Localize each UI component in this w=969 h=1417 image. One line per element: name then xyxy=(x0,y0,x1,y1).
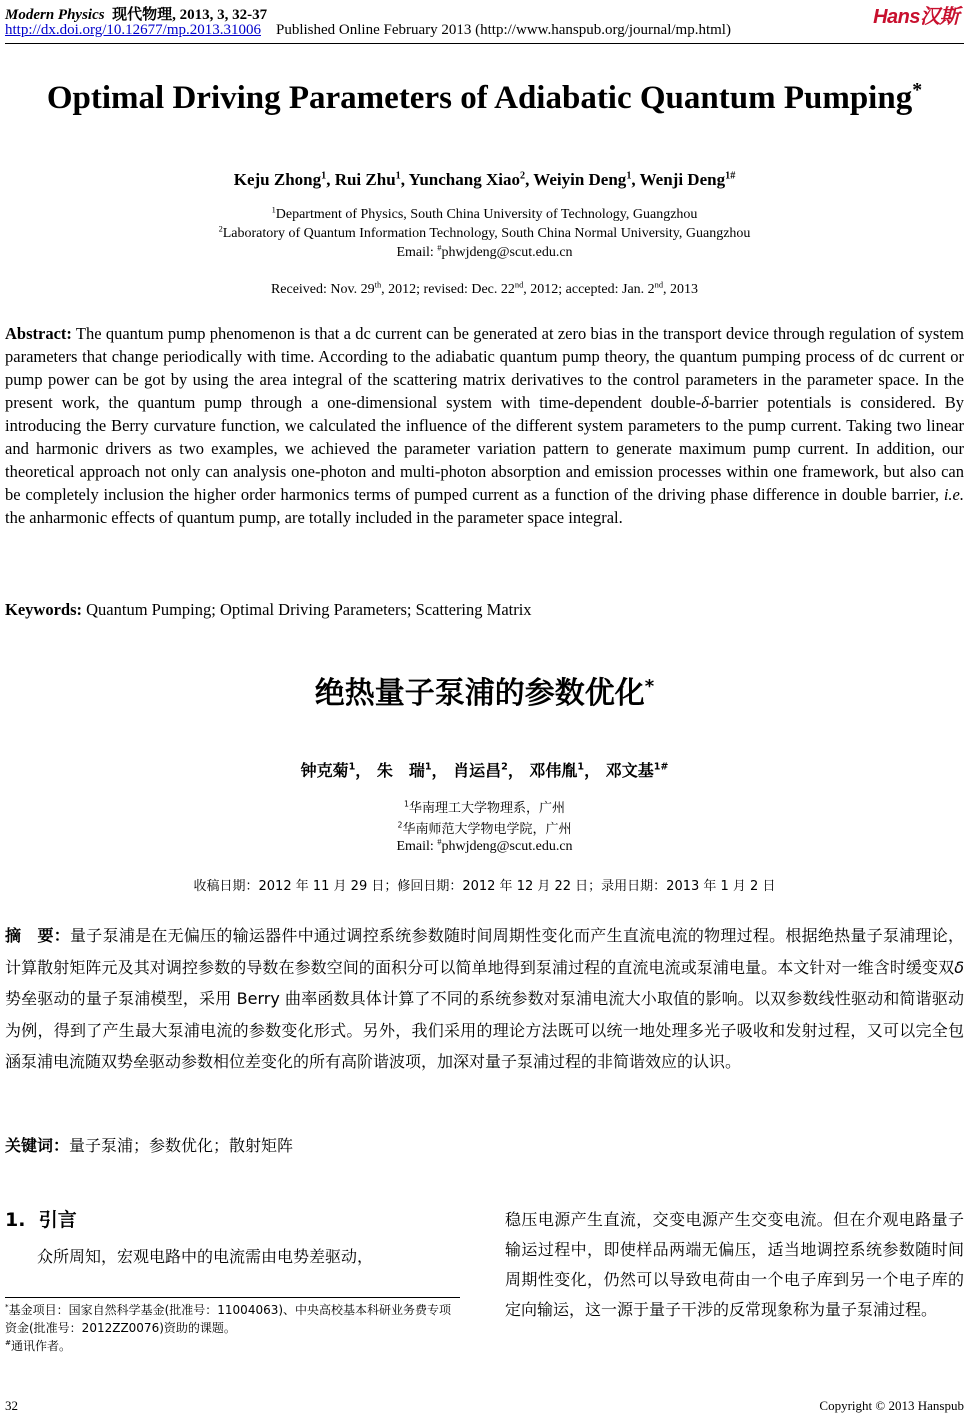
paper-title-cn-text: 绝热量子泵浦的参数优化 xyxy=(314,676,645,711)
affiliation-text: 华南理工大学物理系，广州 xyxy=(408,801,565,816)
doi-link[interactable]: http://dx.doi.org/10.12677/mp.2013.31006 xyxy=(5,22,261,38)
email-sup: # xyxy=(437,243,442,253)
affiliation-en-1 xyxy=(0,207,969,223)
abstract-en xyxy=(5,322,964,529)
author-en: Yunchang Xiao xyxy=(408,170,520,189)
delta-symbol: δ xyxy=(954,957,964,977)
email-address[interactable]: phwjdeng@scut.edu.cn xyxy=(441,245,573,260)
author-list-en: Keju Zhong$^1$, Rui Zhu$^1$, Yunchang Xiao$^2$, Weiyin Deng$^1$, Wenji Deng$^{1\#}$ xyxy=(233,170,736,189)
footnote-text: 基金项目：国家自然科学基金(批准号：11004063)、中央高校基本科研业务费专项资金(批准号：2012ZZ0076)资助的课题。 xyxy=(5,1303,452,1335)
abstract-text: the anharmonic effects of quantum pump, are totally included in the parameter space integral. xyxy=(5,508,623,527)
keywords-en xyxy=(5,598,964,621)
ordinal-sup: nd xyxy=(514,280,524,290)
footnote-mark: * xyxy=(5,1302,9,1311)
author-list-cn: 钟克菊$^1$， 朱 瑞$^1$， 肖运昌$^2$， 邓伟胤$^1$， 邓文基$^{1\#}$ xyxy=(300,761,669,780)
publication-line xyxy=(5,22,731,39)
paper-title-en xyxy=(0,80,969,117)
affiliation-sup: 2 xyxy=(218,224,223,234)
keywords-cn xyxy=(5,1130,964,1162)
footnote-corresponding xyxy=(5,1337,460,1355)
email-en xyxy=(0,245,969,261)
footnote-funding xyxy=(5,1301,460,1337)
abstract-label: Abstract: xyxy=(5,324,72,343)
copyright: Copyright © 2013 Hanspub xyxy=(819,1398,964,1413)
footnote-rule xyxy=(5,1297,460,1298)
author-sup: 1# xyxy=(653,761,669,773)
author-sup: 1 xyxy=(626,170,632,182)
author-en: Keju Zhong xyxy=(233,170,322,189)
author-cn: 朱 瑞 xyxy=(376,761,425,780)
email-cn xyxy=(0,839,969,855)
abstract-text: -barrier potentials is considered. By introducing the Berry curvature function, we calculated the influence of the different system parameters to the pump current. Taking two linear and harmonic drivers as two examples, we achieved the parameter variation pattern to generate maximum pump current. In addition, our theoretical approach not only can analysis one-photon and multi-photon absorption and emission processes within one framework, but also can be completely inclusion the higher order harmonics terms of pumped current as a function of the driving phase difference in double barrier, xyxy=(5,393,964,504)
section-title: 引言 xyxy=(38,1209,77,1231)
affiliation-text: 华南师范大学物电学院，广州 xyxy=(402,822,572,837)
author-cn: 肖运昌 xyxy=(453,761,502,780)
received-text: Received: Nov. 29 xyxy=(270,282,375,297)
section-number: 1. xyxy=(5,1209,26,1231)
title-footnote-mark: * xyxy=(644,676,655,697)
email-address[interactable]: phwjdeng@scut.edu.cn xyxy=(441,839,573,854)
affiliation-text: Department of Physics, South China University of Technology, Guangzhou xyxy=(275,207,698,222)
abstract-text: 势垒驱动的量子泵浦模型，采用 Berry 曲率函数具体计算了不同的系统参数对泵浦电流大小取值的影响。以双参数线性驱动和简谐驱动为例，得到了产生最大泵浦电流的参数变化形式。另外，我们采用的理论方法既可以统一地处理多光子吸收和发射过程，又可以完全包涵泵浦电流随双势垒驱动参数相位差变化的所有高阶谐波项，加深对量子泵浦过程的非简谐效应的认识。 xyxy=(5,989,964,1071)
affiliation-sup: 2 xyxy=(397,820,403,830)
affiliation-cn-1 xyxy=(0,797,969,816)
intro-left-column: 众所周知，宏观电路中的电流需由电势差驱动， xyxy=(37,1247,374,1266)
published-online: Published Online February 2013 (http://www.hanspub.org/journal/mp.html) xyxy=(275,22,731,38)
title-footnote-mark: * xyxy=(912,79,923,101)
author-cn: 邓伟胤 xyxy=(529,761,578,780)
journal-name: Modern Physics xyxy=(5,7,105,23)
author-sup: 1# xyxy=(725,170,736,182)
author-sup: 1 xyxy=(577,761,585,773)
email-label: Email: xyxy=(396,839,434,854)
header-rule xyxy=(5,43,964,44)
ie-abbrev: i.e. xyxy=(943,485,964,504)
author-cn: 钟克菊 xyxy=(300,761,349,780)
section-heading xyxy=(5,1205,77,1232)
author-en: Wenji Deng xyxy=(639,170,726,189)
accepted-text: , 2012; accepted: Jan. 2 xyxy=(523,282,655,297)
abstract-label: 摘 要： xyxy=(5,926,71,945)
page-number: 32 xyxy=(5,1398,18,1413)
journal-citation: 现代物理, 2013, 3, 32-37 xyxy=(112,7,268,23)
footnote-mark: # xyxy=(5,1338,12,1347)
received-dates-en xyxy=(0,282,969,298)
affiliation-en-2 xyxy=(0,226,969,242)
keywords-text: 量子泵浦；参数优化；散射矩阵 xyxy=(69,1136,294,1155)
author-cn: 邓文基 xyxy=(605,761,654,780)
paper-title-cn xyxy=(0,668,969,712)
hans-logo: Hans汉斯 xyxy=(873,6,959,28)
author-en: Rui Zhu xyxy=(334,170,396,189)
ordinal-sup: th xyxy=(374,280,382,290)
author-sup: 2 xyxy=(501,761,508,773)
journal-header xyxy=(5,3,267,24)
intro-right-column: 稳压电源产生直流，交变电源产生交变电流。但在介观电路量子输运过程中，即使样品两端无偏压，适当地调控系统参数随时间周期性变化，仍然可以导致电荷由一个电子库到另一个电子库的定向输运，这一源于量子干涉的反常现象称为量子泵浦过程。 xyxy=(505,1210,964,1319)
affiliation-cn-2 xyxy=(0,818,969,837)
keywords-text: Quantum Pumping; Optimal Driving Parameters; Scattering Matrix xyxy=(86,600,532,619)
year-text: , 2013 xyxy=(663,282,699,297)
ordinal-sup: nd xyxy=(654,280,664,290)
author-sup: 1 xyxy=(321,170,327,182)
abstract-text: 量子泵浦是在无偏压的输运器件中通过调控系统参数随时间周期性变化而产生直流电流的物理过程。根据绝热量子泵浦理论，计算散射矩阵元及其对调控参数的导数在参数空间的面积分可以简单地得到泵浦过程的直流电流或泵浦电量。本文针对一维含时缓变双 xyxy=(5,926,964,977)
footnote-text: 通讯作者。 xyxy=(11,1339,72,1353)
paper-title-en-text: Optimal Driving Parameters of Adiabatic Quantum Pumping xyxy=(46,80,913,116)
keywords-label: 关键词： xyxy=(5,1136,70,1155)
abstract-cn xyxy=(5,920,964,1078)
author-sup: 2 xyxy=(519,170,526,182)
received-dates-cn: 收稿日期：2012 年 11 月 29 日；修回日期：2012 年 12 月 22 日；录用日期：2013 年 1 月 2 日 xyxy=(193,879,776,894)
keywords-label: Keywords: xyxy=(5,600,82,619)
email-sup: # xyxy=(437,837,442,847)
footnotes xyxy=(5,1301,460,1355)
affiliation-sup: 1 xyxy=(271,205,276,215)
author-sup: 1 xyxy=(395,170,401,182)
author-sup: 1 xyxy=(424,761,432,773)
affiliation-text: Laboratory of Quantum Information Technology, South China Normal University, Guangzhou xyxy=(222,226,751,241)
delta-symbol: δ xyxy=(701,393,709,412)
email-label: Email: xyxy=(396,245,434,260)
author-sup: 1 xyxy=(348,761,356,773)
affiliation-sup: 1 xyxy=(404,799,409,809)
revised-text: , 2012; revised: Dec. 22 xyxy=(381,282,515,297)
author-en: Weiyin Deng xyxy=(533,170,627,189)
abstract-text: The quantum pump phenomenon is that a dc current can be generated at zero bias in the transport device through regulation of system parameters that change periodically with time. According to the adiabatic quantum pump theory, the quantum pumping process of dc current or pump power can be got by using the area integral of the scattering matrix derivatives to the control parameters in the parameter space. In the present work, the quantum pump through a one-dimensional system with time-dependent double- xyxy=(5,324,964,412)
